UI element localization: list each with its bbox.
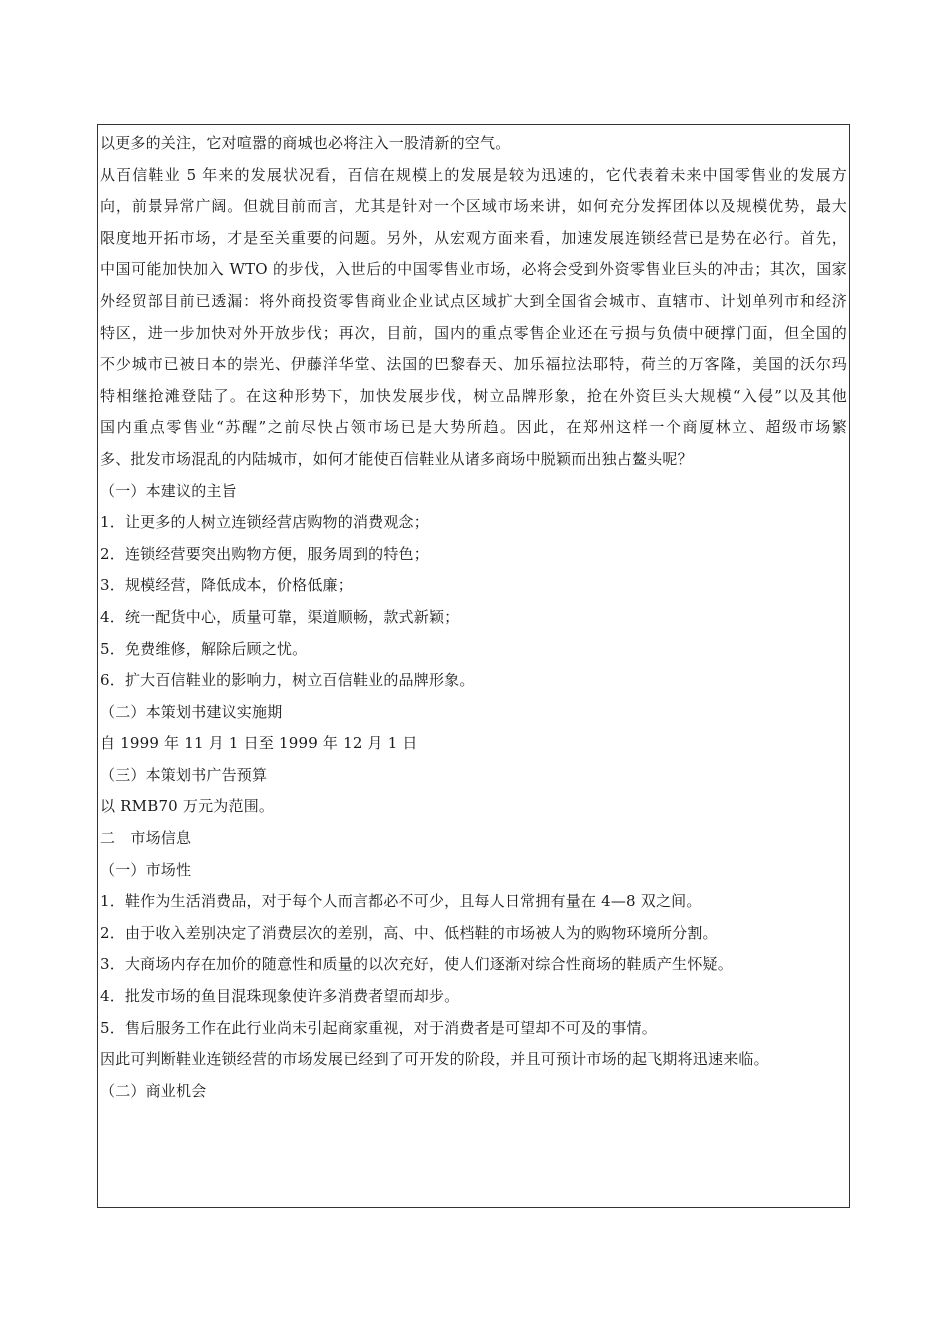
text-line: （三）本策划书广告预算	[100, 765, 268, 784]
text-line: 从百信鞋业 5 年来的发展状况看，百信在规模上的发展是较为迅速的，它代表着未来中国零售业的发展方	[100, 165, 847, 184]
text-line: 5．免费维修，解除后顾之忧。	[100, 639, 308, 658]
text-line: 因此可判断鞋业连锁经营的市场发展已经到了可开发的阶段，并且可预计市场的起飞期将迅速来临。	[100, 1050, 769, 1069]
document-body	[100, 128, 847, 1107]
document-frame	[97, 124, 850, 1208]
text-line: 以 RMB70 万元为范围。	[100, 797, 275, 816]
text-line: 6．扩大百信鞋业的影响力，树立百信鞋业的品牌形象。	[100, 671, 475, 690]
text-line: 向，前景异常广阔。但就目前而言，尤其是针对一个区域市场来讲，如何充分发挥团体以及规模优势，最大	[100, 197, 847, 216]
text-line: 2．由于收入差别决定了消费层次的差别，高、中、低档鞋的市场被人为的购物环境所分割。	[100, 923, 718, 942]
text-line: 自 1999 年 11 月 1 日至 1999 年 12 月 1 日	[100, 734, 418, 753]
text-line: 国内重点零售业“苏醒”之前尽快占领市场已是大势所趋。因此，在郑州这样一个商厦林立、超级市场繁	[100, 418, 847, 437]
text-line: 3．规模经营，降低成本，价格低廉；	[100, 576, 353, 595]
text-line: 3．大商场内存在加价的随意性和质量的以次充好，使人们逐渐对综合性商场的鞋质产生怀疑。	[100, 955, 733, 974]
text-line: （二）商业机会	[100, 1081, 207, 1100]
text-line: 1．让更多的人树立连锁经营店购物的消费观念；	[100, 513, 429, 532]
text-line: 不少城市已被日本的崇光、伊藤洋华堂、法国的巴黎春天、加乐福拉法耶特，荷兰的万客隆，美国的沃尔玛	[100, 355, 847, 374]
text-line: 1．鞋作为生活消费品，对于每个人而言都必不可少，且每人日常拥有量在 4—8 双之间。	[100, 892, 702, 911]
text-line: 特相继抢滩登陆了。在这种形势下，加快发展步伐，树立品牌形象，抢在外资巨头大规模“入侵”以及其他	[100, 386, 847, 405]
text-line: 4．批发市场的鱼目混珠现象使许多消费者望而却步。	[100, 987, 460, 1006]
text-line: 外经贸部目前已透漏：将外商投资零售商业企业试点区域扩大到全国省会城市、直辖市、计划单列市和经济	[100, 291, 847, 310]
text-line: 2．连锁经营要突出购物方便，服务周到的特色；	[100, 544, 429, 563]
text-line: 限度地开拓市场，才是至关重要的问题。另外，从宏观方面来看，加速发展连锁经营已是势在必行。首先，	[100, 228, 847, 247]
text-line: 特区，进一步加快对外开放步伐；再次，目前，国内的重点零售企业还在亏损与负债中硬撑门面，但全国的	[100, 323, 847, 342]
text-line: 4．统一配货中心，质量可靠，渠道顺畅，款式新颖；	[100, 607, 460, 626]
text-line: （一）市场性	[100, 860, 192, 879]
text-line: 多、批发市场混乱的内陆城市，如何才能使百信鞋业从诸多商场中脱颖而出独占鳌头呢？	[100, 449, 693, 468]
text-line: 中国可能加快加入 WTO 的步伐，入世后的中国零售业市场，必将会受到外资零售业巨头的冲击；其次，国家	[100, 260, 847, 279]
text-line: 二 市场信息	[100, 829, 192, 848]
text-line: （一）本建议的主旨	[100, 481, 237, 500]
text-line: 5．售后服务工作在此行业尚未引起商家重视，对于消费者是可望却不可及的事情。	[100, 1018, 657, 1037]
text-line: 以更多的关注，它对喧嚣的商城也必将注入一股清新的空气。	[100, 134, 511, 152]
text-line: （二）本策划书建议实施期	[100, 702, 283, 721]
